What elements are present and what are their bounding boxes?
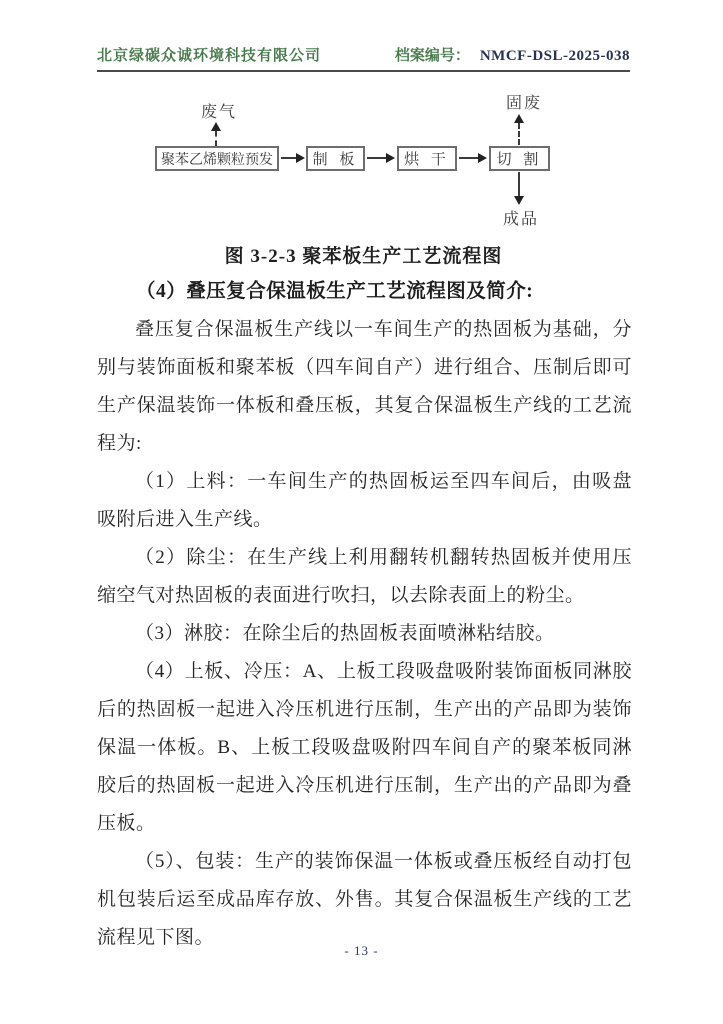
- arrow-down-icon: [514, 196, 524, 205]
- body-text: [97, 273, 632, 957]
- paragraph-step-4-pressing: （4）上板、冷压：A、上板工段吸盘吸附装饰面板同淋胶后的热固板一起进入冷压机进行压制，生产出的产品即为装饰保温一体板。B、上板工段吸盘吸附四车间自产的聚苯板同淋胶后的热固板一起进入冷压机进行压制，生产出的产品即为叠压板。: [97, 661, 632, 834]
- solid-waste-label: 固废: [506, 95, 543, 112]
- waste-gas-label: 废气: [201, 104, 238, 121]
- flow-node-board-making: 制 板: [306, 146, 365, 171]
- archive-number-value: NMCF-DSL-2025-038: [479, 48, 630, 64]
- flow-node-drying: 烘 干: [397, 146, 457, 171]
- arrow-right-icon: [386, 153, 395, 163]
- flow-connector: [459, 157, 480, 159]
- process-flow-diagram: [0, 0, 723, 240]
- figure-caption: 图 3-2-3 聚苯板生产工艺流程图: [224, 246, 503, 267]
- paragraph-step-3-glue: （3）淋胶：在除尘后的热固板表面喷淋粘结胶。: [135, 623, 555, 644]
- archive-number-label: 档案编号：: [394, 48, 470, 64]
- product-label: 成品: [503, 211, 540, 228]
- flow-connector: [367, 157, 388, 159]
- section-heading: （4）叠压复合保温板生产工艺流程图及简介:: [136, 281, 534, 302]
- arrow-up-icon: [514, 114, 524, 123]
- dashed-connector: [518, 123, 520, 145]
- company-name: 北京绿碳众诚环境科技有限公司: [97, 48, 322, 64]
- flow-node-cutting: 切 割: [489, 146, 550, 171]
- flow-node-pre-expansion: 聚苯乙烯颗粒预发: [155, 146, 279, 171]
- paragraph-step-1-loading: （1）上料：一车间生产的热固板运至四车间后，由吸盘吸附后进入生产线。: [97, 471, 632, 530]
- arrow-up-icon: [211, 122, 221, 131]
- dashed-connector: [215, 131, 217, 146]
- arrow-right-icon: [478, 153, 487, 163]
- paragraph-step-2-dedusting: （2）除尘：在生产线上利用翻转机翻转热固板并使用压缩空气对热固板的表面进行吹扫，以去除表面上的粉尘。: [97, 547, 632, 606]
- flow-connector: [518, 172, 520, 197]
- paragraph-step-5-packing: （5）、包装：生产的装饰保温一体板或叠压板经自动打包机包装后运至成品库存放、外售。其复合保温板生产线的工艺流程见下图。: [97, 851, 632, 948]
- page-number: - 13 -: [344, 943, 379, 958]
- paragraph-intro: 叠压复合保温板生产线以一车间生产的热固板为基础，分别与装饰面板和聚苯板（四车间自产）进行组合、压制后即可生产保温装饰一体板和叠压板，其复合保温板生产线的工艺流程为:: [97, 319, 632, 454]
- arrow-right-icon: [296, 153, 305, 163]
